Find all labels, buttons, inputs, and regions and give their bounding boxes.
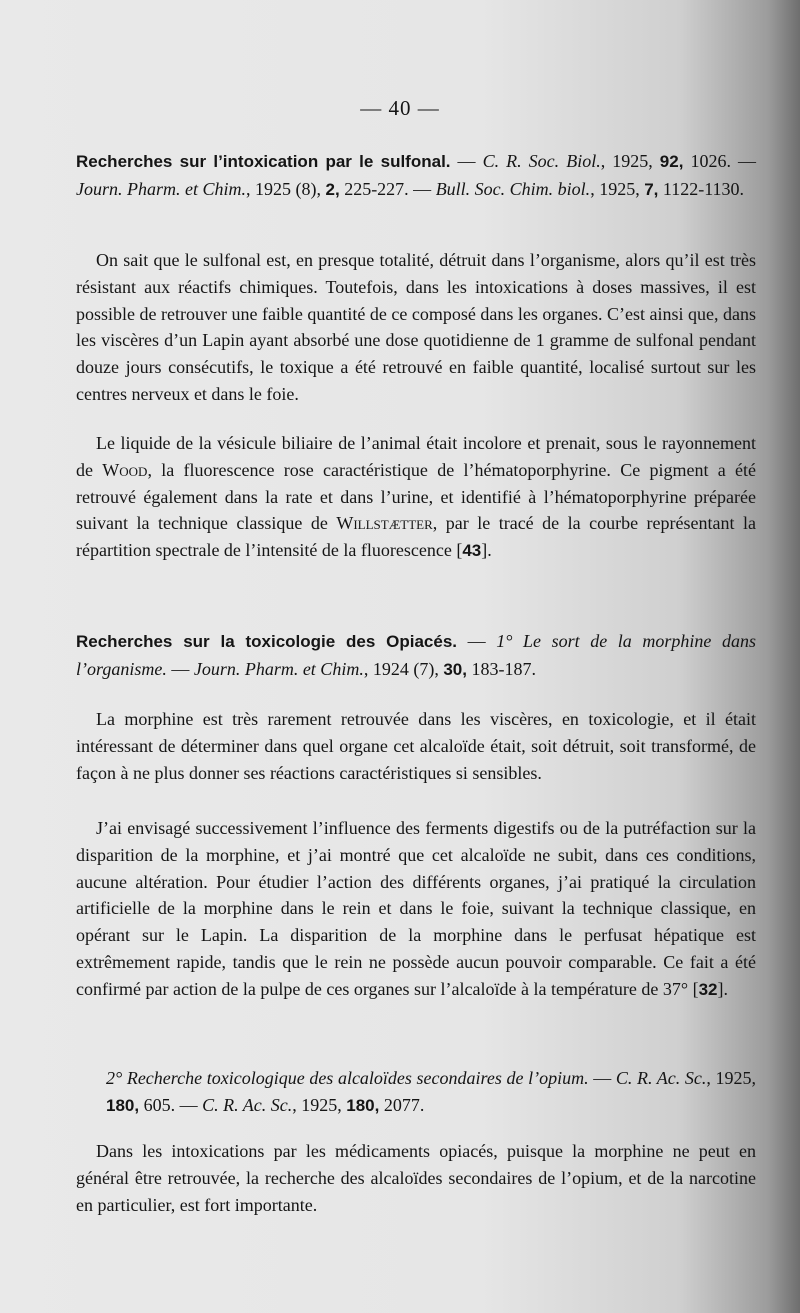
citation-number: 43 [462, 541, 482, 561]
volume-number: 30, [443, 659, 467, 679]
reference-citation: Recherches sur la toxicologie des Opiacés. — 1° Le sort de la morphine dans l’organisme. — Journ. Pharm. et Chim., 1924 (7), 30, 183-187. [76, 631, 756, 679]
citation-number: 32 [698, 979, 718, 999]
paragraph-morphine-2 [76, 815, 756, 1004]
reference-citation: Recherches sur l’intoxication par le sulfonal. — C. R. Soc. Biol., 1925, 92, 1026. — Journ. Pharm. et Chim., 1925 (8), 2, 225-227. — Bull. Soc. Chim. biol., 1925, 7, 1122-1130. [76, 151, 757, 199]
paragraph-sulfonal-1 [76, 247, 756, 408]
body-paragraph: Le liquide de la vésicule biliaire de l’animal était incolore et prenait, sous le rayonnement de Wood, la fluorescence rose caractéristique de l’hématoporphyrine. Ce pigment a été retrouvé également dans la rate et dans l’urine, et identifié à l’hématoporphyrine préparée suivant la technique classique de Willstætter, par le tracé de la courbe représentant la répartition spectrale de l’intensité de la fluorescence [43]. [76, 433, 756, 561]
paragraph-opium [76, 1138, 756, 1218]
volume-number: 180, [346, 1095, 380, 1115]
journal-name: Journ. Pharm. et Chim. [76, 178, 246, 199]
volume-number: 92, [659, 152, 684, 171]
volume-number: 7, [644, 179, 659, 199]
author-name: Willstætter [336, 513, 433, 534]
volume-number: 2, [325, 179, 340, 199]
body-paragraph: Dans les intoxications par les médicaments opiacés, puisque la morphine ne peut en général être retrouvée, la recherche des alcaloïdes secondaires de l’opium, et de la narcotine en particulier, est fort importante. [76, 1141, 756, 1215]
reference-title: Recherches sur la toxicologie des Opiacés. [76, 632, 458, 651]
journal-name: C. R. Soc. Biol. [482, 151, 601, 171]
body-paragraph: On sait que le sulfonal est, en presque totalité, détruit dans l’organisme, alors qu’il est très résistant aux réactifs chimiques. Toutefois, dans les intoxications à doses massives, il est possible de retrouver une faible quantité de ce composé dans les organes. C’est ainsi que, dans les viscères d’un Lapin ayant absorbé une dose quotidienne de 1 gramme de sulfonal pendant douze jours consécutifs, le toxique a été retrouvé en faible quantité, localisé surtout sur les centres nerveux et dans le foie. [76, 250, 756, 404]
paragraph-morphine-1 [76, 706, 756, 786]
journal-name: C. R. Ac. Sc. [202, 1094, 293, 1115]
author-name: Wood [102, 459, 148, 480]
journal-name: C. R. Ac. Sc. [615, 1068, 707, 1088]
volume-number: 180, [106, 1095, 140, 1115]
reference-title: Recherches sur l’intoxication par le sulfonal. [76, 152, 451, 171]
journal-name: Journ. Pharm. et Chim. [193, 658, 364, 679]
paragraph-sulfonal-2 [76, 430, 756, 565]
journal-name: Bull. Soc. Chim. biol. [435, 178, 591, 199]
page-number: — 40 — [360, 96, 440, 120]
body-paragraph: La morphine est très rarement retrouvée dans les viscères, en toxicologie, et il était intéressant de déterminer dans quel organe cet alcaloïde était, soit détruit, soit transformé, de façon à ne plus donner ses réactions caractéristiques si sensibles. [76, 709, 756, 783]
reference-subtitle: 2° Recherche toxicologique des alcaloïdes secondaires de l’opium. [106, 1068, 589, 1088]
reference-subtitle: 1° Le sort de la morphine dans l’organisme. [76, 631, 756, 679]
reference-opiaces [76, 628, 756, 683]
reference-sulfonal [76, 148, 756, 203]
reference-citation: 2° Recherche toxicologique des alcaloïdes secondaires de l’opium. — C. R. Ac. Sc., 1925, 180, 605. — C. R. Ac. Sc., 1925, 180, 2077. [106, 1068, 757, 1115]
reference-alcaloides [76, 1065, 756, 1119]
body-paragraph: J’ai envisagé successivement l’influence des ferments digestifs ou de la putréfaction sur la disparition de la morphine, et j’ai montré que cet alcaloïde ne subit, dans ces conditions, aucune altération. Pour étudier l’action des différents organes, j’ai pratiqué la circulation artificielle de la morphine dans le rein et dans le foie, suivant la technique classique, en opérant sur le Lapin. La disparition de la morphine dans le perfusat hépatique est extrêmement rapide, tandis que le rein ne possède aucun pouvoir comparable. Ce fait a été confirmé par action de la pulpe de ces organes sur l’alcaloïde à la température de 37° [32]. [76, 818, 756, 999]
